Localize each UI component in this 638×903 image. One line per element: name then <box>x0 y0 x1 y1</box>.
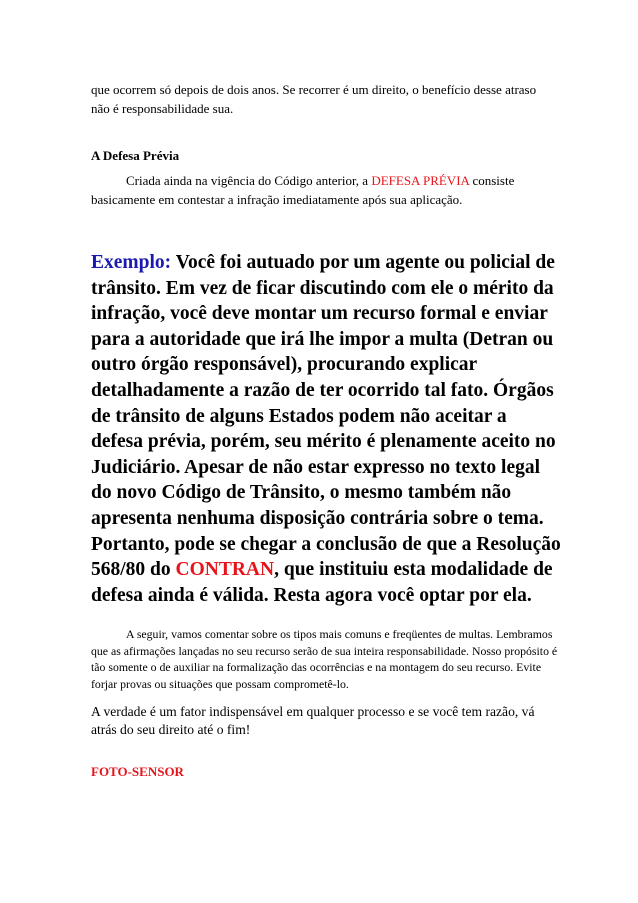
foto-sensor-heading: FOTO-SENSOR <box>91 764 184 779</box>
seguir-text: A seguir, vamos comentar sobre os tipos mais comuns e freqüentes de multas. Lembramos que as afirmações lançadas no seu recurso serão de sua inteira responsabilidade. Nosso propósito é tão somente o de auxiliar na formalização das ocorrências e na montagem do seu recurso. Evite forjar provas ou situações que possam comprometê-lo. <box>91 627 558 691</box>
seguir-paragraph <box>91 626 561 692</box>
exemplo-text-before: Você foi autuado por um agente ou policial de trânsito. Em vez de ficar discutindo com ele o mérito da infração, você deve montar um recurso formal e enviar para a autoridade que irá lhe impor a multa (Detran ou outro órgão responsável), procurando explicar detalhadamente a razão de ter ocorrido tal fato. Órgãos de trânsito de alguns Estados podem não aceitar a defesa prévia, porém, seu mérito é plenamente aceito no Judiciário. Apesar de não estar expresso no texto legal do novo Código de Trânsito, o mesmo também não apresenta nenhuma disposição contrária sobre o tema. Portanto, pode se chegar a conclusão de que a Resolução 568/80 do <box>91 252 561 581</box>
defesa-previa-heading: A Defesa Prévia <box>91 148 180 163</box>
defesa-previa-paragraph <box>91 171 551 209</box>
defesa-text-before: Criada ainda na vigência do Código anterior, a <box>126 173 372 188</box>
defesa-text-after: consiste basicamente em contestar a infração imediatamente após sua aplicação. <box>91 173 515 207</box>
intro-paragraph <box>91 80 551 118</box>
exemplo-label: Exemplo: <box>91 252 172 273</box>
exemplo-paragraph <box>91 250 561 608</box>
defesa-previa-highlight: DEFESA PRÉVIA <box>371 173 470 188</box>
contran-highlight: CONTRAN <box>175 559 275 581</box>
intro-text: que ocorrem só depois de dois anos. Se recorrer é um direito, o benefício desse atraso não é responsabilidade sua. <box>91 82 537 116</box>
exemplo-text-after: , que instituiu esta modalidade de defesa ainda é válida. Resta agora você optar por ela. <box>91 559 553 606</box>
verdade-text: A verdade é um fator indispensável em qualquer processo e se você tem razão, vá atrás do seu direito até o fim! <box>91 704 535 738</box>
verdade-paragraph <box>91 703 561 739</box>
